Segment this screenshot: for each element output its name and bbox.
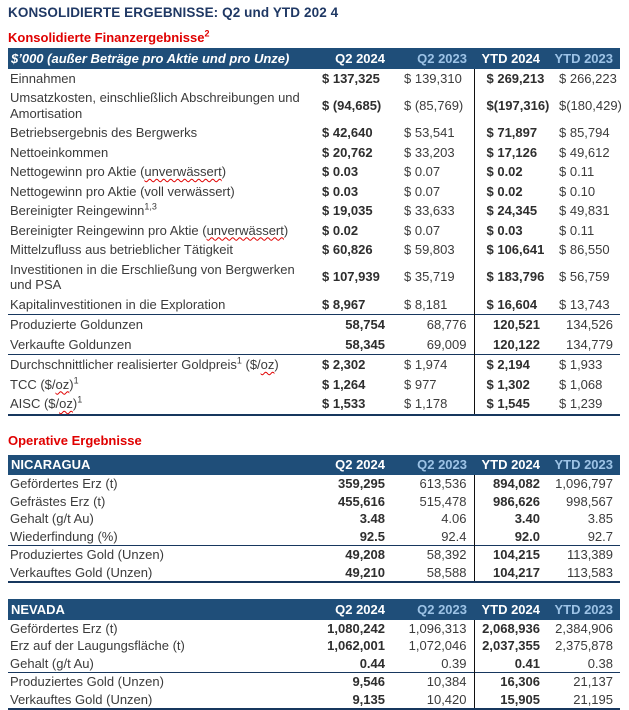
table-row (8, 673, 620, 691)
value-cell: 359,295 (338, 476, 385, 491)
value-cell: 0.39 (441, 655, 467, 671)
row-label: Kapitalinvestitionen in die Exploration (10, 296, 226, 312)
value-cell: $ 137,325 (322, 70, 380, 86)
nicaragua-header-label: NICARAGUA (8, 455, 310, 476)
value-cell: 0.44 (359, 655, 385, 671)
row-label: Betriebsergebnis des Bergwerks (10, 125, 198, 140)
value-cell: 69,009 (426, 336, 467, 352)
row-label: Erz auf der Laugungsfläche (t) (10, 638, 185, 653)
value-cell: $ 0.03 (474, 221, 547, 241)
table-row (8, 69, 620, 89)
value-cell: $ 107,939 (322, 269, 380, 285)
value-cell: $ 16,604 (474, 295, 547, 315)
value-cell: 68,776 (392, 315, 474, 335)
value-cell: 4.06 (441, 511, 467, 526)
value-cell: 1,062,001 (327, 638, 385, 653)
value-cell: 3.48 (359, 511, 385, 526)
table-row (8, 201, 620, 221)
column-header-ytd-2023: YTD 2023 (547, 599, 620, 620)
value-cell: 2,384,906 (555, 620, 613, 636)
value-cell: 104,217 (474, 564, 547, 583)
value-cell: $ 266,223 (559, 70, 617, 86)
value-cell: $ 0.07 (404, 164, 441, 179)
value-cell: 515,478 (419, 493, 467, 509)
value-cell: $ 1,068 (559, 376, 603, 392)
value-cell: $ 33,633 (404, 203, 455, 218)
nicaragua-results-table (8, 455, 620, 584)
value-cell: $ 0.07 (404, 183, 441, 199)
value-cell: $ 139,310 (404, 70, 462, 86)
spellcheck-underlined-word: oz (260, 357, 275, 372)
row-label: Bereinigter Reingewinn pro Aktie (unverwässert) (10, 222, 289, 238)
column-header-q2-2023: Q2 2023 (392, 599, 474, 620)
value-cell: $ 85,794 (559, 125, 610, 140)
value-cell: 58,392 (392, 546, 474, 564)
value-cell: 10,420 (392, 691, 474, 710)
column-header-ytd-2024: YTD 2024 (474, 48, 547, 69)
row-label: Wiederfindung (%) (10, 528, 118, 544)
value-cell: 998,567 (566, 493, 613, 509)
row-label: Gefördertes Erz (t) (10, 620, 118, 636)
value-cell: 894,082 (474, 475, 547, 493)
value-cell: 49,208 (310, 546, 392, 564)
value-cell: 1,096,313 (408, 620, 467, 636)
value-cell: $ 13,743 (559, 296, 610, 312)
value-cell: 92.5 (359, 528, 385, 544)
value-cell: 104,215 (474, 546, 547, 564)
value-cell: $ 49,831 (559, 203, 610, 218)
row-label: Produziertes Gold (Unzen) (8, 673, 310, 691)
value-cell: $ 1,178 (392, 394, 474, 415)
value-cell: $ 33,203 (404, 144, 455, 160)
value-cell: $ 1,974 (392, 355, 474, 375)
value-cell: 2,375,878 (555, 638, 613, 653)
column-header-q2-2024: Q2 2024 (310, 455, 392, 476)
row-label: Mittelzufluss aus betrieblicher Tätigkeit (10, 242, 234, 257)
table-row (8, 240, 620, 260)
table-row (8, 123, 620, 143)
table-row (8, 493, 620, 511)
row-label: Investitionen in die Erschließung von Bergwerken und PSA (10, 261, 295, 292)
value-cell: 9,135 (310, 691, 392, 710)
value-cell: 120,122 (474, 335, 547, 355)
value-cell: 2,037,355 (474, 637, 547, 655)
value-cell: $ 0.02 (474, 162, 547, 182)
value-cell: 986,626 (474, 493, 547, 511)
row-label: Gefrästes Erz (t) (10, 493, 106, 509)
value-cell: $ 269,213 (474, 69, 547, 89)
spellcheck-underlined-word: oz (59, 396, 73, 411)
value-cell: $ 0.11 (559, 222, 595, 238)
value-cell: 2,068,936 (474, 620, 547, 638)
table-row (8, 691, 620, 710)
row-label: Einnahmen (10, 70, 76, 86)
row-label: AISC ($/oz)$^1$ (8, 394, 310, 415)
value-cell: 113,389 (547, 546, 620, 564)
value-cell: 1,072,046 (408, 638, 467, 653)
value-cell: 92.0 (474, 528, 547, 546)
row-label: Durchschnittlicher realisierter Goldpreis$^1$ ($/oz) (8, 355, 310, 375)
table-row (8, 88, 620, 123)
value-cell: $ 53,541 (404, 125, 455, 140)
financial-heading-text: Konsolidierte Finanzergebnisse (8, 30, 205, 45)
value-cell: $ 1,545 (474, 394, 547, 415)
table-row (8, 475, 620, 493)
value-cell: $ 1,533 (310, 394, 392, 415)
value-cell: 120,521 (474, 315, 547, 335)
row-label: Verkauftes Gold (Unzen) (8, 564, 310, 583)
value-cell: $ 106,641 (474, 240, 547, 260)
financial-results-table (8, 48, 620, 416)
row-label: Produzierte Goldunzen (8, 315, 310, 335)
column-header-ytd-2024: YTD 2024 (474, 455, 547, 476)
financial-table-header-row (8, 48, 620, 69)
value-cell: $ 49,612 (559, 144, 610, 160)
value-cell: 16,306 (474, 673, 547, 691)
row-label: Nettoeinkommen (10, 144, 109, 160)
value-cell: $ 8,181 (404, 296, 448, 312)
value-cell: 3.85 (587, 511, 613, 526)
value-cell: 3.40 (474, 510, 547, 528)
row-label: Nettogewinn pro Aktie (voll verwässert) (10, 183, 235, 199)
value-cell: 10,384 (392, 673, 474, 691)
value-cell: $ 0.07 (404, 222, 441, 238)
spellcheck-underlined-word: oz (55, 376, 70, 392)
value-cell: 613,536 (419, 476, 467, 491)
value-cell: $ 20,762 (322, 144, 373, 160)
value-cell: 49,210 (310, 564, 392, 583)
column-header-q2-2024: Q2 2024 (310, 48, 392, 69)
row-label: Gehalt (g/t Au) (10, 655, 94, 671)
value-cell: $ 19,035 (322, 203, 373, 218)
table-row (8, 182, 620, 202)
value-cell: $ 1,239 (547, 394, 620, 415)
table-row (8, 510, 620, 528)
table-row (8, 295, 620, 315)
table-row (8, 315, 620, 335)
value-cell: 0.38 (587, 655, 613, 671)
row-label: Bereinigter Reingewinn$^{1,3}$ (10, 201, 157, 218)
financial-header-label: $’000 (außer Beträge pro Aktie und pro Unze) (8, 48, 310, 69)
value-cell: 134,526 (547, 315, 620, 335)
row-label: Umsatzkosten, einschließlich Abschreibungen und Amortisation (10, 90, 300, 121)
table-row (8, 637, 620, 655)
table-row (8, 528, 620, 546)
table-row (8, 564, 620, 583)
financial-section-heading (8, 30, 621, 45)
row-label: TCC ($/oz)$^1$ (10, 375, 79, 392)
table-row (8, 655, 620, 673)
spellcheck-underlined-word: unverwässert (144, 164, 222, 179)
value-cell: 58,345 (345, 336, 385, 352)
column-header-q2-2023: Q2 2023 (392, 455, 474, 476)
value-cell: 58,588 (392, 564, 474, 583)
footnote-marker: 1,3 (144, 201, 157, 212)
table-row (8, 375, 620, 395)
value-cell: $ 0.02 (474, 182, 547, 202)
value-cell: 134,779 (566, 336, 613, 352)
value-cell: 9,546 (310, 673, 392, 691)
value-cell: 455,616 (338, 493, 385, 509)
footnote-marker: 1 (236, 355, 242, 366)
row-label: Produziertes Gold (Unzen) (8, 546, 310, 564)
footnote-marker: 1 (73, 375, 79, 386)
value-cell: 21,195 (547, 691, 620, 710)
value-cell: $ 42,640 (322, 125, 373, 140)
value-cell: $ 1,933 (547, 355, 620, 375)
value-cell: $ 35,719 (404, 269, 455, 285)
table-row (8, 394, 620, 415)
nevada-table-header-row (8, 599, 620, 620)
value-cell: $(197,316) (474, 88, 547, 123)
value-cell: 113,583 (547, 564, 620, 583)
nicaragua-table-header-row (8, 455, 620, 476)
value-cell: $ 0.03 (322, 164, 359, 179)
value-cell: $ (85,769) (404, 97, 464, 113)
value-cell: $ 1,302 (474, 375, 547, 395)
value-cell: $ 24,345 (474, 201, 547, 221)
value-cell: $ 0.11 (559, 164, 595, 179)
financial-heading-footnote: 2 (204, 28, 210, 39)
value-cell: 58,754 (310, 315, 392, 335)
row-label: Verkaufte Goldunzen (10, 336, 132, 352)
value-cell: $ 977 (404, 376, 437, 392)
spellcheck-underlined-word: unverwässert (206, 222, 284, 238)
value-cell: 21,137 (547, 673, 620, 691)
value-cell: $ 56,759 (559, 269, 610, 285)
table-row (8, 335, 620, 355)
column-header-ytd-2023: YTD 2023 (547, 48, 620, 69)
page-title: KONSOLIDIERTE ERGEBNISSE: Q2 und YTD 202 4 (8, 5, 339, 20)
row-label: Gehalt (g/t Au) (10, 511, 94, 526)
nevada-results-table (8, 599, 620, 710)
table-row (8, 355, 620, 375)
value-cell: $ 59,803 (404, 242, 455, 257)
value-cell: 1,080,242 (327, 620, 385, 636)
nevada-header-label: NEVADA (8, 599, 310, 620)
table-row (8, 143, 620, 163)
value-cell: $ 0.02 (322, 222, 359, 238)
column-header-q2-2023: Q2 2023 (392, 48, 474, 69)
operative-section-heading: Operative Ergebnisse (8, 432, 142, 448)
value-cell: $ 60,826 (322, 242, 373, 257)
row-label: Gefördertes Erz (t) (10, 476, 118, 491)
value-cell: $ 17,126 (474, 143, 547, 163)
value-cell: $ 86,550 (559, 242, 610, 257)
value-cell: $ 8,967 (322, 296, 366, 312)
value-cell: $ 2,302 (310, 355, 392, 375)
column-header-ytd-2024: YTD 2024 (474, 599, 547, 620)
value-cell: $ 0.10 (559, 183, 596, 199)
row-label: Verkauftes Gold (Unzen) (8, 691, 310, 710)
footnote-marker: 1 (77, 394, 83, 405)
value-cell: 92.4 (441, 528, 467, 544)
table-row (8, 546, 620, 564)
value-cell: $ 0.03 (322, 183, 359, 199)
value-cell: $ 1,264 (322, 376, 366, 392)
table-row (8, 221, 620, 241)
value-cell: $ 183,796 (474, 260, 547, 295)
table-row (8, 620, 620, 638)
value-cell: $ 2,194 (474, 355, 547, 375)
row-label: Nettogewinn pro Aktie (unverwässert) (10, 164, 227, 179)
column-header-ytd-2023: YTD 2023 (547, 455, 620, 476)
value-cell: 1,096,797 (555, 476, 613, 491)
value-cell: 15,905 (474, 691, 547, 710)
value-cell: $ (94,685) (322, 97, 382, 113)
table-row (8, 260, 620, 295)
value-cell: 92.7 (587, 528, 613, 544)
value-cell: $(180,429) (559, 97, 622, 113)
value-cell: $ 71,897 (474, 123, 547, 143)
table-spacer (8, 583, 621, 599)
value-cell: 0.41 (474, 655, 547, 673)
table-row (8, 162, 620, 182)
column-header-q2-2024: Q2 2024 (310, 599, 392, 620)
